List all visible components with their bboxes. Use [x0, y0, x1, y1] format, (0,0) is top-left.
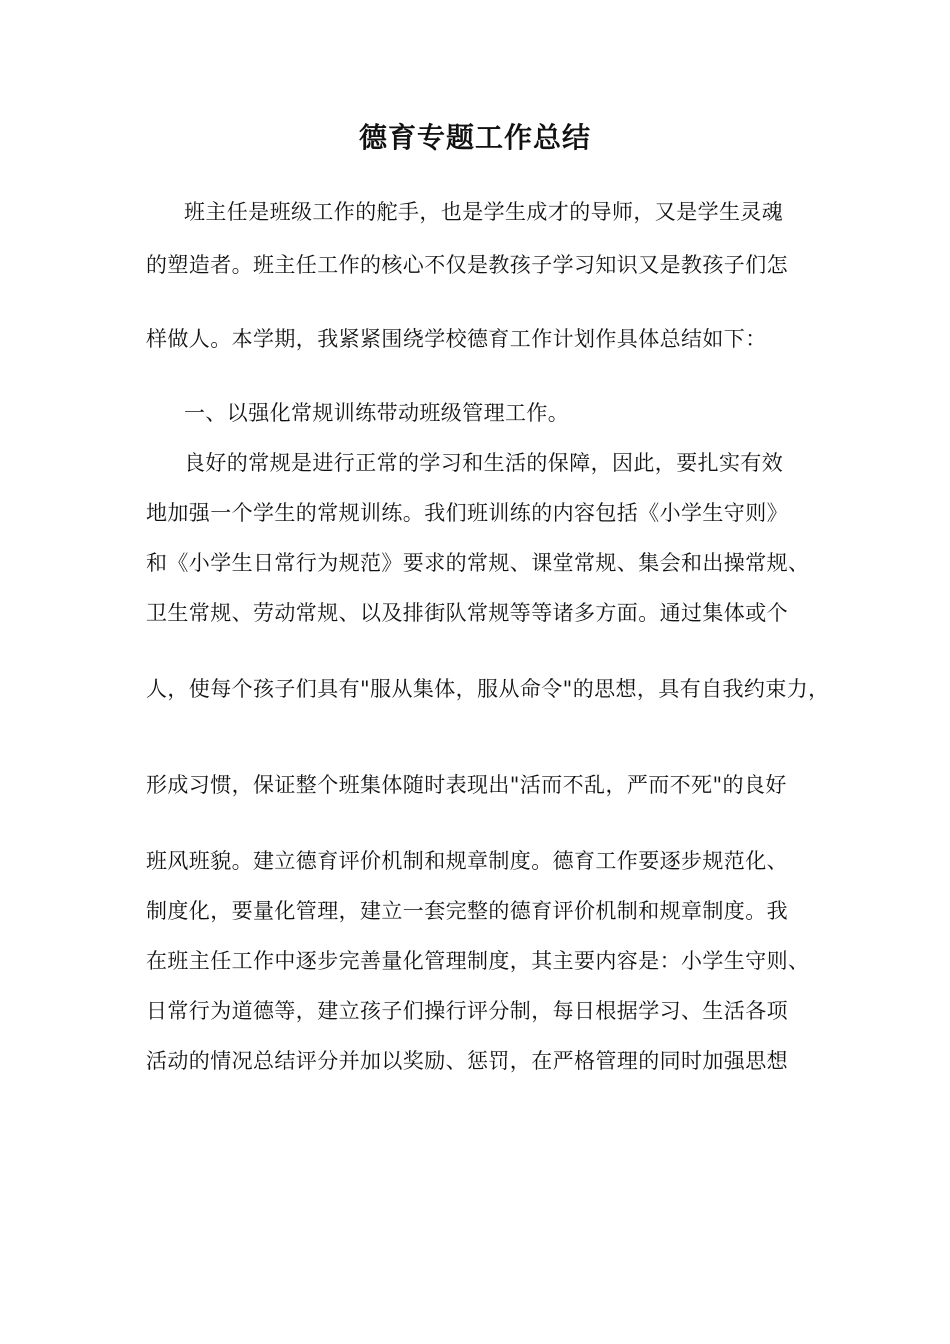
body-line-3: 样做人。本学期，我紧紧围绕学校德育工作计划作具体总结如下：: [146, 327, 767, 351]
body-line-8: 卫生常规、劳动常规、以及排街队常规等等诸多方面。通过集体或个: [146, 601, 788, 625]
body-line-10: 形成习惯，保证整个班集体随时表现出"活而不乱，严而不死"的良好: [146, 773, 787, 797]
body-line-7: 和《小学生日常行为规范》要求的常规、课堂常规、集会和出操常规、: [146, 551, 810, 575]
body-line-2: 的塑造者。班主任工作的核心不仅是教孩子学习知识又是教孩子们怎: [146, 253, 788, 277]
section-heading-1: 一、以强化常规训练带动班级管理工作。: [184, 401, 570, 425]
body-line-12: 制度化，要量化管理，建立一套完整的德育评价机制和规章制度。我: [146, 899, 788, 923]
body-line-6: 地加强一个学生的常规训练。我们班训练的内容包括《小学生守则》: [146, 501, 788, 525]
body-line-14: 日常行为道德等，建立孩子们操行评分制，每日根据学习、生活各项: [146, 999, 788, 1023]
body-line-9: 人，使每个孩子们具有"服从集体，服从命令"的思想，具有自我约束力，: [146, 677, 830, 701]
body-line-11: 班风班貌。建立德育评价机制和规章制度。德育工作要逐步规范化、: [146, 849, 788, 873]
body-line-1: 班主任是班级工作的舵手，也是学生成才的导师，又是学生灵魂: [184, 200, 784, 224]
body-line-13: 在班主任工作中逐步完善量化管理制度，其主要内容是：小学生守则、: [146, 949, 810, 973]
body-line-5: 良好的常规是进行正常的学习和生活的保障，因此，要扎实有效: [184, 451, 784, 475]
body-line-15: 活动的情况总结评分并加以奖励、惩罚，在严格管理的同时加强思想: [146, 1049, 788, 1073]
document-title: 德育专题工作总结: [358, 121, 591, 154]
